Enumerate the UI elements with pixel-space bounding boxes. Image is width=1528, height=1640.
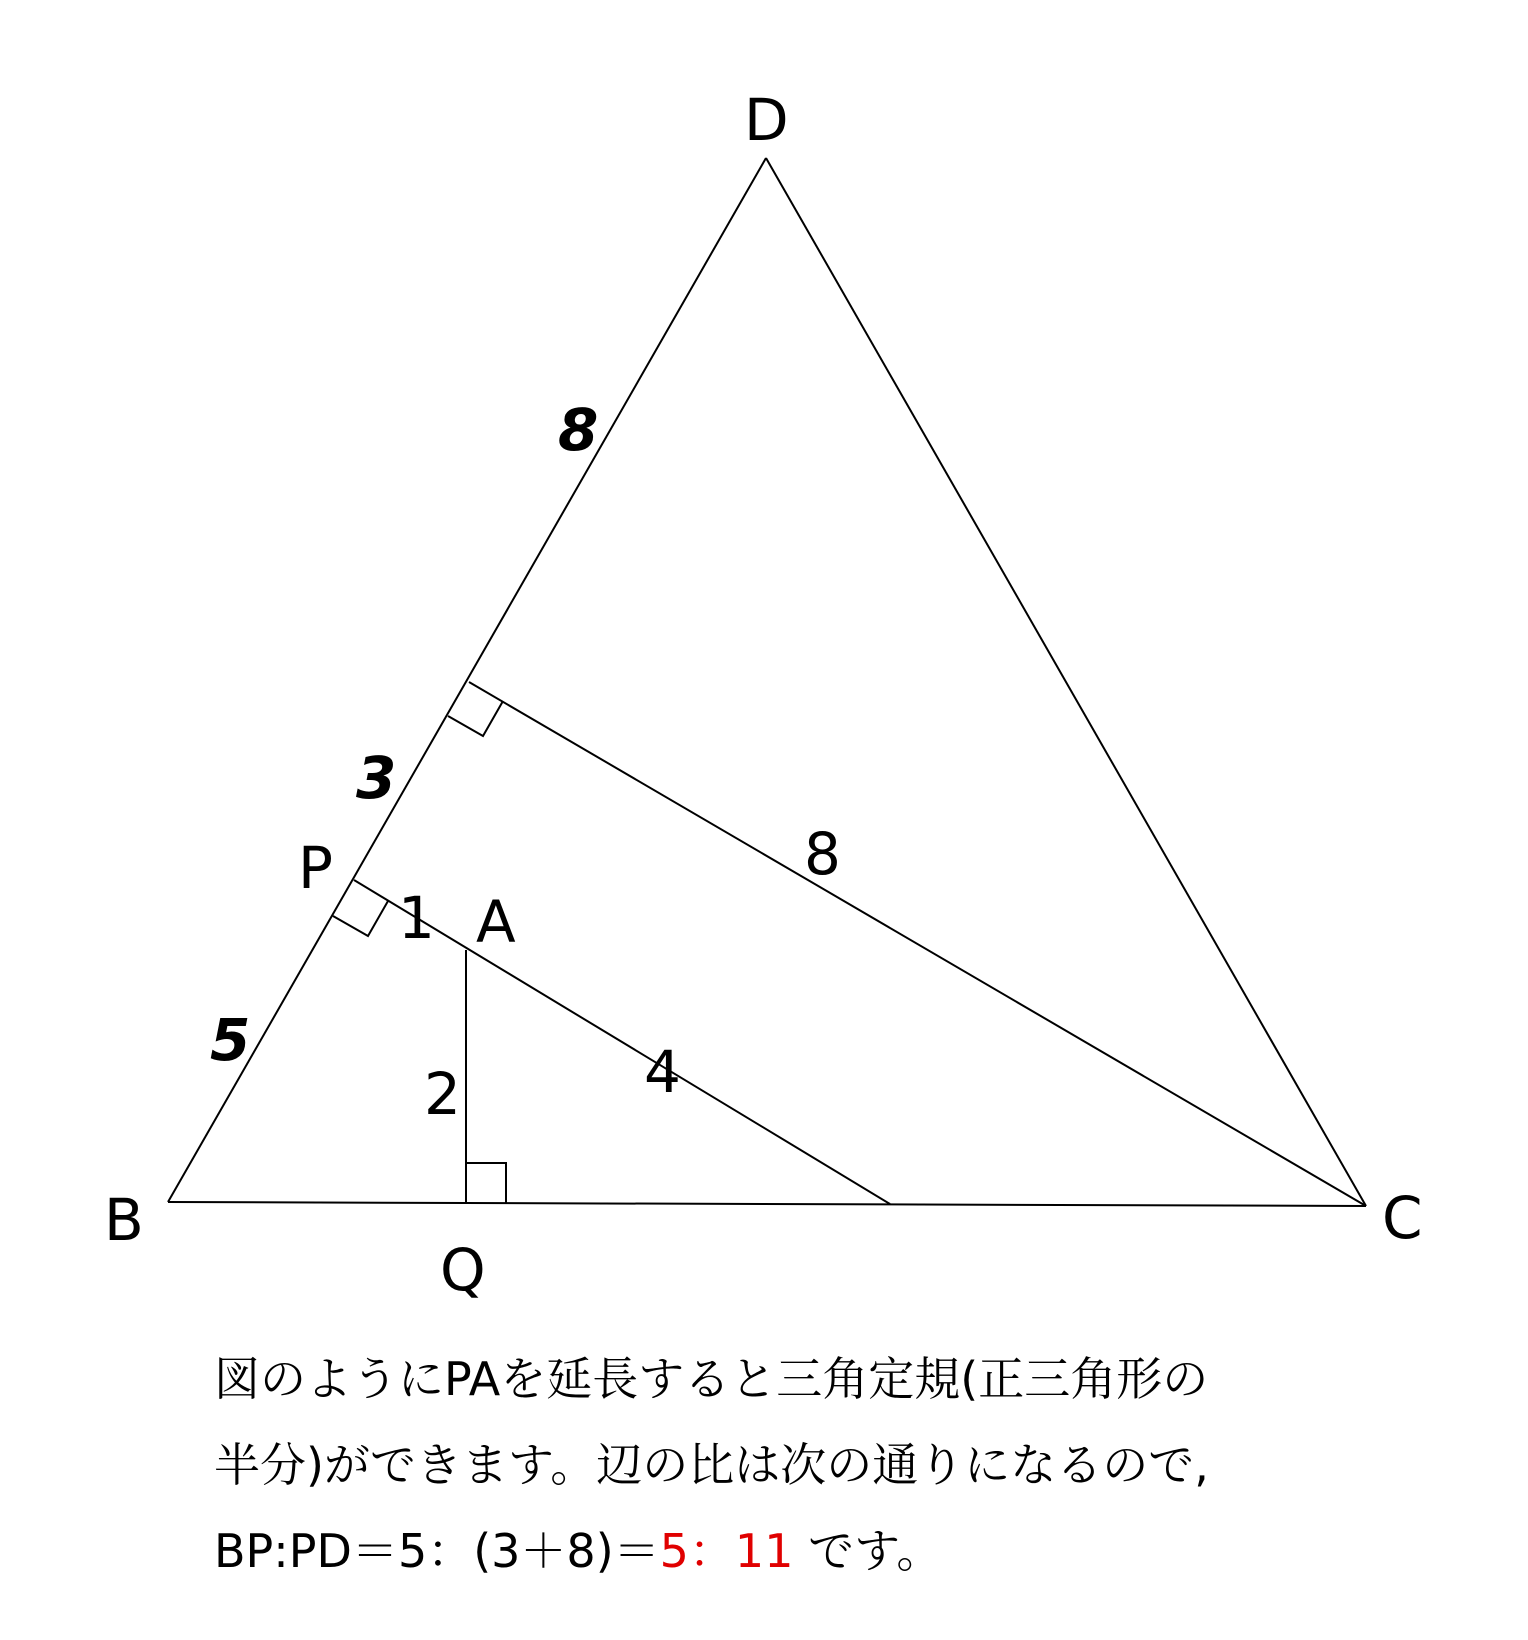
right-angle-mark-upper <box>448 701 503 736</box>
answer-ratio: 5：11 <box>659 1524 794 1578</box>
caption-suffix: です。 <box>793 1524 943 1578</box>
point-label-a: A <box>476 888 516 956</box>
point-label-p: P <box>298 834 333 902</box>
segment-label-aq: 2 <box>424 1060 461 1128</box>
segment-label-middle: 3 <box>356 744 397 812</box>
point-label-b: B <box>104 1186 144 1254</box>
ratio-expression: BP:PD＝5：(3＋8)＝ <box>214 1524 660 1578</box>
side-bc <box>168 1202 1366 1206</box>
point-label-c: C <box>1382 1184 1423 1252</box>
segment-label-lower: 5 <box>210 1006 251 1074</box>
right-angle-mark-p <box>333 901 388 936</box>
caption-line-3 <box>214 1524 943 1578</box>
caption-line-2: 半分)ができます。辺の比は次の通りになるので, <box>214 1438 1209 1492</box>
segment-label-a-to-bc: 4 <box>644 1038 681 1106</box>
segment-to-c <box>469 682 1366 1206</box>
segment-label-pa: 1 <box>398 884 435 952</box>
side-dc <box>766 158 1366 1206</box>
segment-label-long-parallel: 8 <box>804 820 841 888</box>
point-label-q: Q <box>440 1236 486 1304</box>
point-label-d: D <box>744 86 789 154</box>
segment-label-upper: 8 <box>558 396 599 464</box>
right-angle-mark-q <box>466 1163 506 1203</box>
caption-line-1: 図のようにPAを延長すると三角定規(正三角形の <box>214 1352 1209 1406</box>
